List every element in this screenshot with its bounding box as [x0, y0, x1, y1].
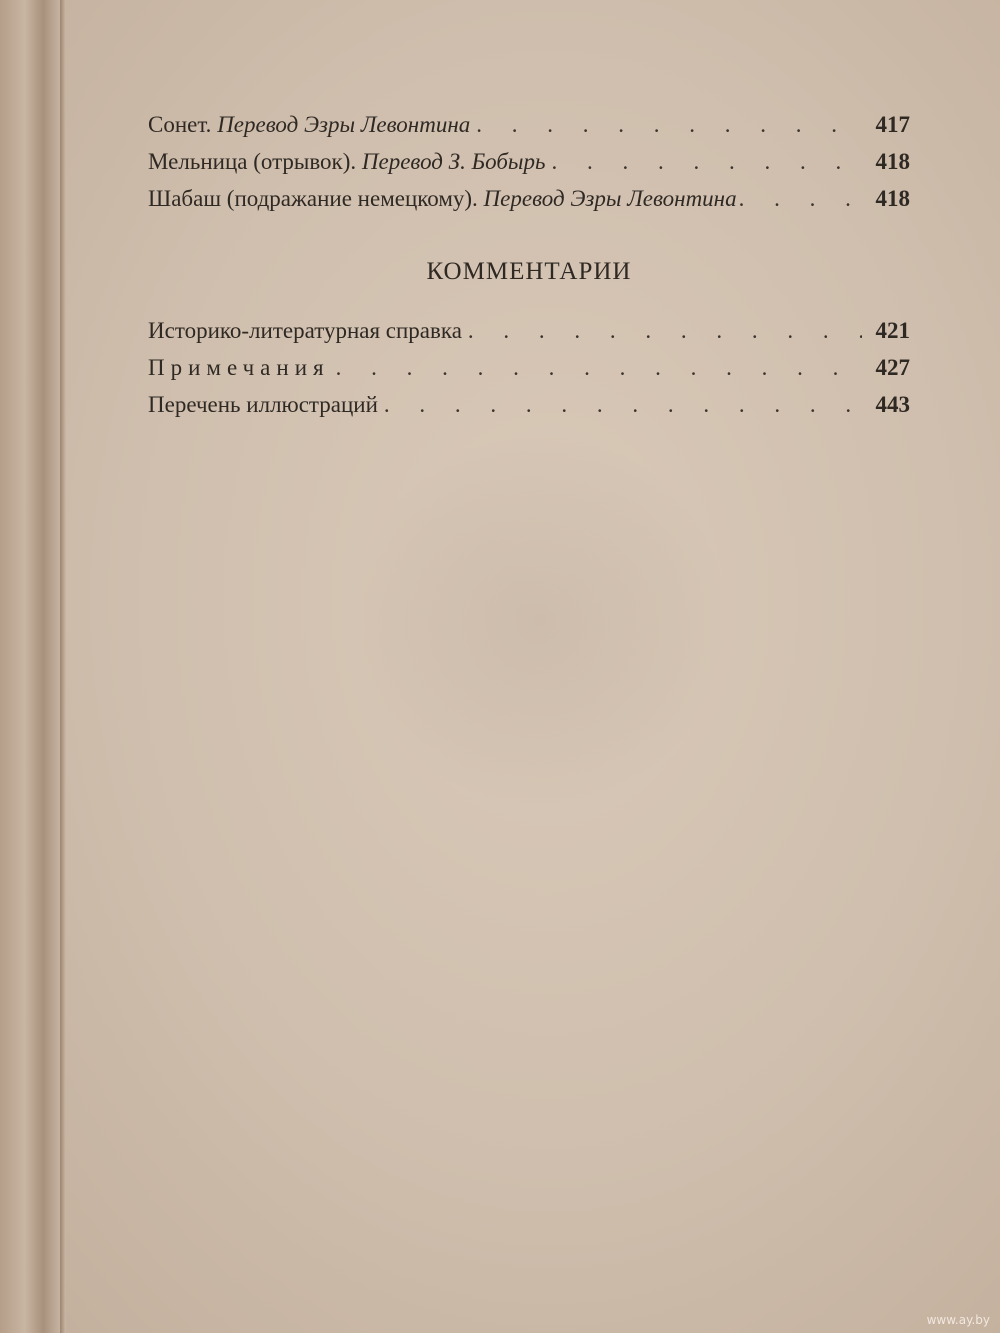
- toc-page-number: 443: [875, 392, 910, 417]
- toc-entry-translator: Перевод Эзры Левонтина: [483, 186, 737, 211]
- dot-leader: [384, 392, 862, 418]
- dot-leader: [468, 318, 862, 344]
- dot-leader: [739, 186, 866, 212]
- toc-comments: [148, 318, 910, 429]
- toc-page-number: 421: [875, 318, 910, 343]
- toc-entry-title: Историко-литературная справка: [148, 318, 462, 343]
- toc-row: [148, 318, 910, 355]
- toc-row: [148, 112, 910, 149]
- toc-entry-title: Примечания: [148, 355, 330, 380]
- toc-page-number: 417: [875, 112, 910, 137]
- show-through-text: [350, 430, 730, 810]
- dot-leader: [476, 112, 862, 138]
- toc-page-number: 427: [875, 355, 910, 380]
- toc-entry-title: Сонет.: [148, 112, 212, 137]
- toc-poems: [148, 112, 910, 223]
- dot-leader: [551, 149, 862, 175]
- toc-row: [148, 355, 910, 392]
- section-heading: КОММЕНТАРИИ: [426, 258, 632, 285]
- toc-entry-translator: Перевод Эзры Левонтина: [217, 112, 471, 137]
- book-spine: [0, 0, 62, 1333]
- toc-entry-title: Перечень иллюстраций: [148, 392, 378, 417]
- toc-row: [148, 186, 910, 223]
- toc-entry-title: Шабаш (подражание немецкому).: [148, 186, 478, 211]
- page-gutter: [60, 0, 66, 1333]
- toc-page-number: 418: [875, 149, 910, 174]
- toc-row: [148, 392, 910, 429]
- toc-row: [148, 149, 910, 186]
- dot-leader: [336, 355, 862, 381]
- toc-entry-translator: Перевод З. Бобырь: [361, 149, 546, 174]
- site-watermark: www.ay.by: [926, 1313, 990, 1327]
- toc-entry-title: Мельница (отрывок).: [148, 149, 357, 174]
- toc-page-number: 418: [875, 186, 910, 211]
